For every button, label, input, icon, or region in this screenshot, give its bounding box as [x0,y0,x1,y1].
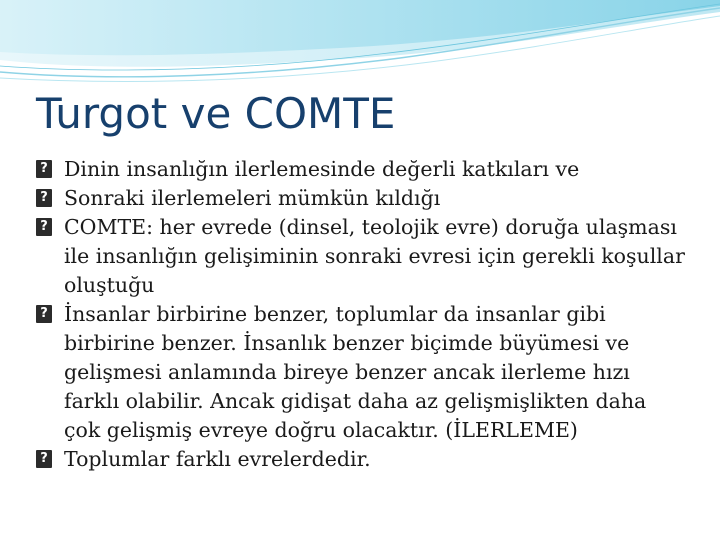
missing-glyph-icon [36,218,52,236]
bullet-text: Sonraki ilerlemeleri mümkün kıldığı [64,186,441,210]
list-item [36,213,686,300]
bullet-text: İnsanlar birbirine benzer, toplumlar da insanlar gibi birbirine benzer. İnsanlık benzer biçimde büyümesi ve gelişmesi anlamında bireye benzer ancak ilerleme hızı farklı olabilir. Ancak gidişat daha az gelişmişlikten daha çok gelişmiş evreye doğru olacaktır. (İLERLEME) [64,302,647,442]
list-item [36,155,686,184]
list-item [36,184,686,213]
missing-glyph-icon [36,160,52,178]
bullet-text: Dinin insanlığın ilerlemesinde değerli katkıları ve [64,157,580,181]
header-wave-decoration [0,0,720,90]
bullet-text: COMTE: her evrede (dinsel, teolojik evre) doruğa ulaşması ile insanlığın gelişiminin sonraki evresi için gerekli koşullar oluştuğu [64,215,685,297]
bullet-list [36,155,686,474]
missing-glyph-icon [36,305,52,323]
bullet-text: Toplumlar farklı evrelerdedir. [64,447,371,471]
slide-title: Turgot ve COMTE [36,89,396,138]
missing-glyph-icon [36,189,52,207]
list-item [36,445,686,474]
list-item [36,300,686,445]
missing-glyph-icon [36,450,52,468]
